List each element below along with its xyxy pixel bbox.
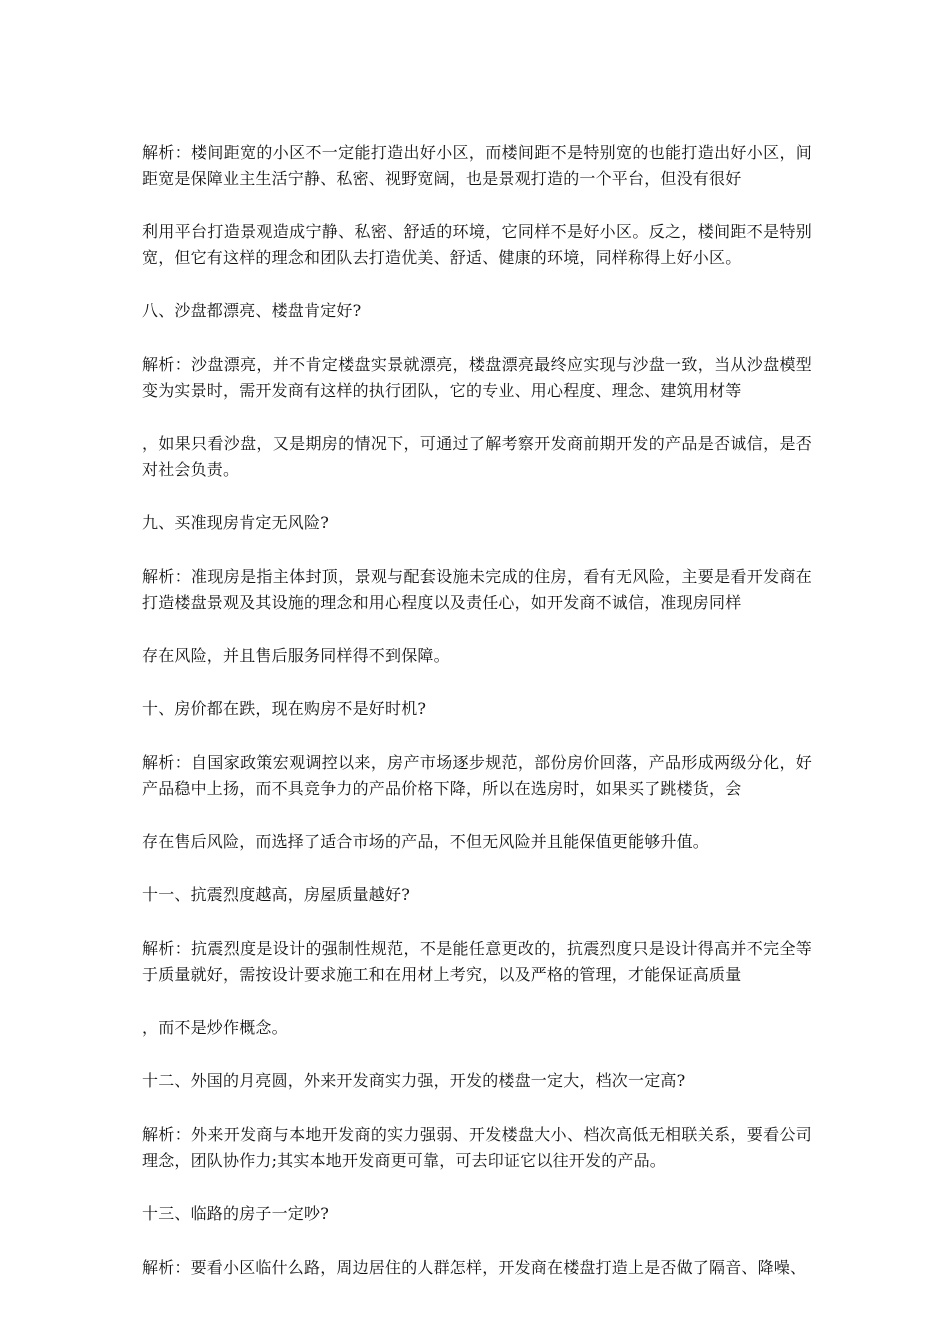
document-body xyxy=(142,140,812,1281)
paragraph-analysis-7b: 利用平台打造景观造成宁静、私密、舒适的环境，它同样不是好小区。反之，楼间距不是特别宽，但它有这样的理念和团队去打造优美、舒适、健康的环境，同样称得上好小区。 xyxy=(142,222,812,267)
section-heading-9: 九、买准现房肯定无风险? xyxy=(142,513,329,532)
paragraph-analysis-10a: 解析：自国家政策宏观调控以来，房产市场逐步规范，部份房价回落，产品形成两级分化，好产品稳中上扬，而不具竞争力的产品价格下降，所以在选房时，如果买了跳楼货，会 xyxy=(142,753,812,798)
paragraph-analysis-8b: ，如果只看沙盘，又是期房的情况下，可通过了解考察开发商前期开发的产品是否诚信，是否对社会负责。 xyxy=(142,434,812,479)
paragraph-analysis-12: 解析：外来开发商与本地开发商的实力强弱、开发楼盘大小、档次高低无相联关系，要看公司理念，团队协作力;其实本地开发商更可靠，可去印证它以往开发的产品。 xyxy=(142,1125,812,1170)
paragraph-analysis-11b: ，而不是炒作概念。 xyxy=(142,1018,288,1037)
paragraph-analysis-9b: 存在风险，并且售后服务同样得不到保障。 xyxy=(142,646,450,665)
paragraph-analysis-10b: 存在售后风险，而选择了适合市场的产品，不但无风险并且能保值更能够升值。 xyxy=(142,832,710,851)
paragraph-analysis-7a: 解析：楼间距宽的小区不一定能打造出好小区，而楼间距不是特别宽的也能打造出好小区，间距宽是保障业主生活宁静、私密、视野宽阔，也是景观打造的一个平台，但没有很好 xyxy=(142,143,812,188)
section-heading-10: 十、房价都在跌，现在购房不是好时机? xyxy=(142,699,427,718)
paragraph-analysis-11a: 解析：抗震烈度是设计的强制性规范，不是能任意更改的，抗震烈度只是设计得高并不完全等于质量就好，需按设计要求施工和在用材上考究，以及严格的管理，才能保证高质量 xyxy=(142,939,812,984)
section-heading-12: 十二、外国的月亮圆，外来开发商实力强，开发的楼盘一定大，档次一定高? xyxy=(142,1071,686,1090)
section-heading-13: 十三、临路的房子一定吵? xyxy=(142,1204,329,1223)
paragraph-analysis-8a: 解析：沙盘漂亮，并不肯定楼盘实景就漂亮，楼盘漂亮最终应实现与沙盘一致，当从沙盘模型变为实景时，需开发商有这样的执行团队，它的专业、用心程度、理念、建筑用材等 xyxy=(142,355,812,400)
paragraph-analysis-9a: 解析：准现房是指主体封顶，景观与配套设施未完成的住房，看有无风险，主要是看开发商在打造楼盘景观及其设施的理念和用心程度以及责任心，如开发商不诚信，准现房同样 xyxy=(142,567,812,612)
paragraph-analysis-13: 解析：要看小区临什么路，周边居住的人群怎样，开发商在楼盘打造上是否做了隔音、降噪、 xyxy=(142,1258,807,1277)
section-heading-8: 八、沙盘都漂亮、楼盘肯定好? xyxy=(142,301,362,320)
section-heading-11: 十一、抗震烈度越高，房屋质量越好? xyxy=(142,885,410,904)
